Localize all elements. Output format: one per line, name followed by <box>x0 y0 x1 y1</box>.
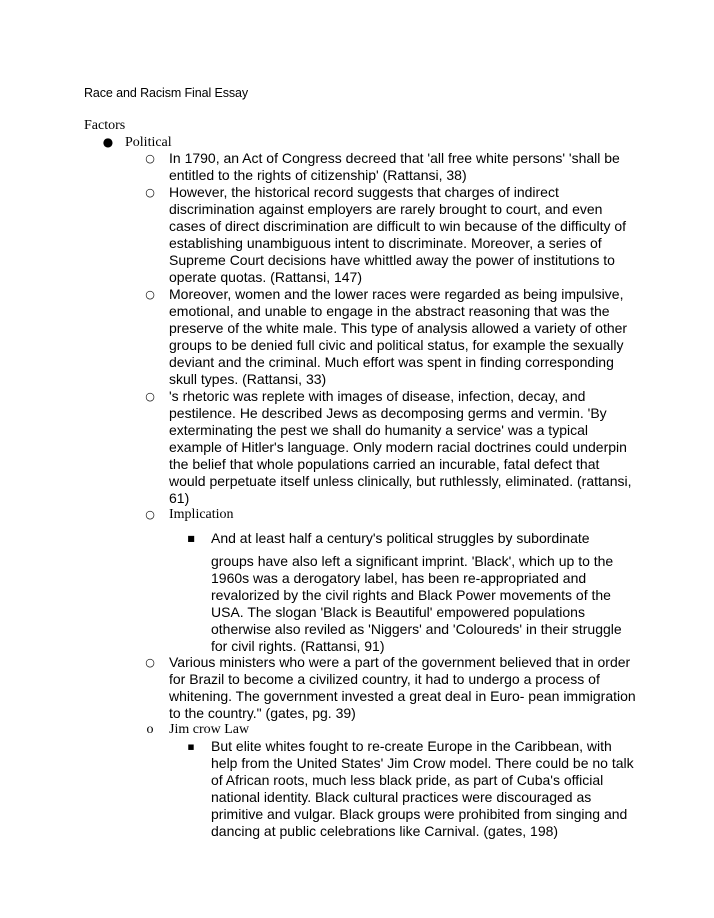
sub-item-first-line: And at least half a century's political struggles by subordinate <box>211 530 590 546</box>
sub-bullet: ■ <box>187 534 195 543</box>
item-bullet: ○ <box>145 152 155 165</box>
list-item-text: In 1790, an Act of Congress decreed that 'all free white persons' 'shall be entitled to the rights of citizenship' (Rattansi, 38) <box>169 150 620 183</box>
list-item-text: 's rhetoric was replete with images of disease, infection, decay, and pestilence. He described Jews as decomposing germs and vermin. 'By exterminating the pest we shall do humanity a service' was a typical example of Hitler's language. Only modern racial doctrines could underpin the belief that whole populations carried an incurable, fatal defect that would perpetuate itself unless clinically, but ruthlessly, eliminated. (rattansi, 61) <box>169 388 632 506</box>
item-bullet: ○ <box>145 186 155 199</box>
item-bullet: ○ <box>145 508 155 521</box>
list-item-text: Moreover, women and the lower races were regarded as being impulsive, emotional, and unable to engage in the abstract reasoning that was the preserve of the white male. This type of analysis allowed a variety of other groups to be denied full civic and political status, for example the sexually deviant and the criminal. Much effort was spent in finding corresponding skull types. (Rattansi, 33) <box>169 286 628 387</box>
document-title: Race and Racism Final Essay <box>84 86 249 100</box>
item-bullet: ○ <box>145 390 155 403</box>
sub-item-text: groups have also left a significant imprint. 'Black', which up to the 1960s was a derogatory label, has been re-appropriated and revalorized by the civil rights and Black Power movements of the USA. The slogan 'Black is Beautiful' empowered populations otherwise also reviled as 'Niggers' and 'Coloureds' in their struggle for civil rights. (Rattansi, 91) <box>211 553 622 654</box>
level1-label: Political <box>125 135 172 150</box>
list-item-text: However, the historical record suggests that charges of indirect discrimination against employers are rarely brought to court, and even cases of direct discrimination are difficult to win because of the difficulty of establishing unambiguous intent to discriminate. Moreover, a series of Supreme Court decisions have whittled away the power of institutions to operate quotas. (Rattansi, 147) <box>169 184 627 285</box>
sub-bullet: ▪ <box>187 740 195 753</box>
jim-crow-label: Jim crow Law <box>169 722 250 737</box>
item-bullet: o <box>146 722 154 737</box>
sub-item-text: But elite whites fought to re-create Europe in the Caribbean, with help from the United States' Jim Crow model. There could be no talk of African roots, much less black pride, as part of Cuba's official national identity. Black cultural practices were discouraged as primitive and vulgar. Black groups were prohibited from singing and dancing at public celebrations like Carnival. (gates, 198) <box>211 738 634 839</box>
item-bullet: ○ <box>145 288 155 301</box>
section-heading: Factors <box>84 118 126 133</box>
item-bullet: ○ <box>145 656 155 669</box>
level1-bullet: ● <box>102 135 114 149</box>
list-item-text: Various ministers who were a part of the government believed that in order for Brazil to become a civilized country, it had to undergo a process of whitening. The government invested a great deal in Euro- pean immigration to the country." (gates, pg. 39) <box>169 654 636 721</box>
implication-label: Implication <box>169 507 234 522</box>
